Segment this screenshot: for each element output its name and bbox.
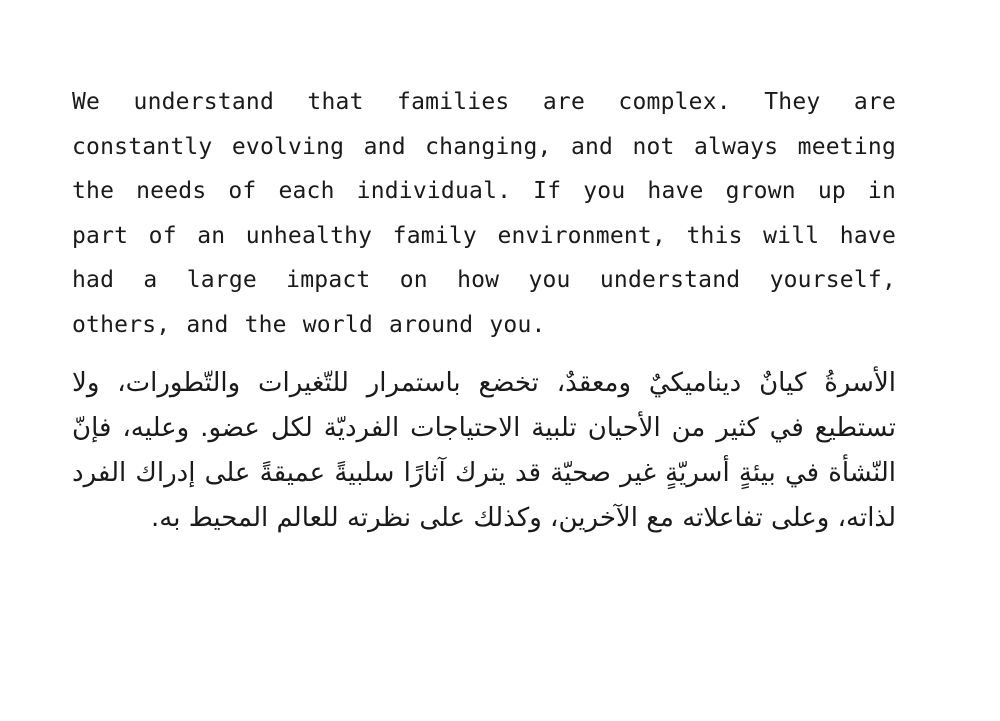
arabic-paragraph: الأسرةُ كيانٌ ديناميكيٌ ومعقدٌ، تخضع باستمرار للتّغيرات والتّطورات، ولا تستطيع في كثير من الأحيان تلبية الاحتياجات الفرديّة لكل عضو. وعليه، فإنّ النّشأة في بيئةٍ أسريّةٍ غير صحيّة قد يترك آثارًا سلبيةً عميقةً على إدراك الفرد لذاته، وعلى تفاعلاته مع الآخرين، وكذلك على نظرته للعالم المحيط به.	[72, 368, 896, 533]
english-paragraph: We understand that families are complex. They are constantly evolving and changing, and not always meeting the needs of each individual. If you have grown up in part of an unhealthy family environment, this will have had a large impact on how you understand yourself, others, and the world around you.	[72, 89, 896, 338]
text-column	[72, 80, 896, 541]
